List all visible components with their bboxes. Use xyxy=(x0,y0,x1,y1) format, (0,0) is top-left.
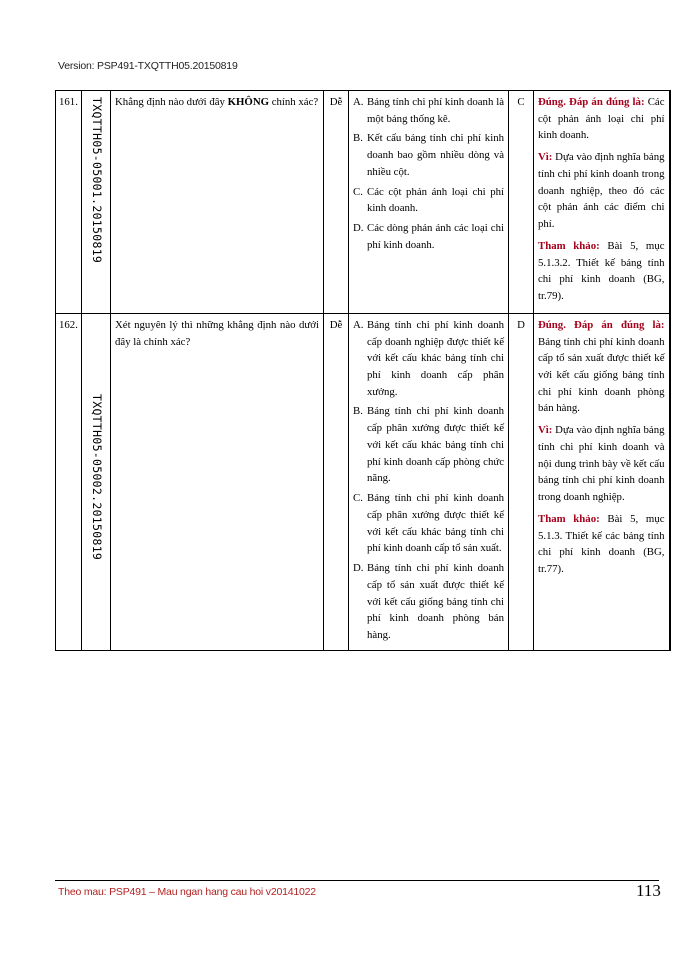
difficulty-level: Dễ xyxy=(324,91,349,314)
options-cell xyxy=(349,91,509,314)
option-a: A. Bảng tính chi phí kinh doanh cấp doanh nghiệp được thiết kế với kết cấu khác bảng tính chi phí kinh doanh cấp phân xưởng. xyxy=(353,318,504,398)
reference: Tham khảo: Bài 5, mục 5.1.3. Thiết kế các bảng tính chi phí kinh doanh (BG, tr.77). xyxy=(538,512,665,576)
options-cell xyxy=(349,313,509,650)
page-number: 113 xyxy=(636,881,661,900)
question-code: TXQTTH05-05001.20150819 xyxy=(89,97,104,264)
question-number: 161. xyxy=(56,91,82,314)
option-a: A. Bảng tính chi phí kinh doanh là một bảng thống kê. xyxy=(353,96,504,125)
option-b: B. Kết cấu bảng tính chi phí kinh doanh bao gồm nhiều dòng và nhiều cột. xyxy=(353,132,504,178)
question-number: 162. xyxy=(56,313,82,650)
question-text: Khẳng định nào dưới đây KHÔNG chính xác? xyxy=(111,91,324,314)
answer-key: C xyxy=(509,91,534,314)
reference: Tham khảo: Bài 5, mục 5.1.3.2. Thiết kế bảng tính chi phí kinh doanh (BG, tr.79). xyxy=(538,239,665,303)
question-code-cell xyxy=(82,313,111,650)
question-row xyxy=(56,91,670,314)
question-code: TXQTTH05-05002.20150819 xyxy=(89,393,104,560)
correct-answer: Đúng. Đáp án đúng là: Bảng tính chi phí kinh doanh cấp tổ sản xuất được thiết kế với kết cấu giống bảng tính chi phí kinh doanh phòng bán hàng. xyxy=(538,318,665,415)
explanation-cell xyxy=(534,313,670,650)
option-b: B. Bảng tính chi phí kinh doanh cấp phân xưởng được thiết kế với kết cấu khác bảng tính chi phí kinh doanh cấp phòng chức năng. xyxy=(353,405,504,485)
footer-template: Theo mau: PSP491 – Mau ngan hang cau hoi v20141022 xyxy=(58,886,316,898)
reason: Vì: Dựa vào định nghĩa bảng tính chi phí kinh doanh và nội dung trình bày về kết cấu bảng tính chi phí kinh doanh trong doanh nghiệp. xyxy=(538,424,665,504)
question-text: Xét nguyên lý thì những khẳng định nào dưới đây là chính xác? xyxy=(111,313,324,650)
reason: Vì: Dựa vào định nghĩa bảng tính chi phí kinh doanh trong doanh nghiệp, theo đó các cột phản ánh các điểm chi phí. xyxy=(538,151,665,231)
answer-key: D xyxy=(509,313,534,650)
explanation-cell xyxy=(534,91,670,314)
emphasis: KHÔNG xyxy=(227,96,270,108)
option-c: C. Các cột phản ánh loại chi phí kinh doanh. xyxy=(353,185,504,215)
option-d: D. Các dòng phản ánh các loại chi phí kinh doanh. xyxy=(353,222,504,251)
footer-divider xyxy=(55,880,659,881)
option-d: D. Bảng tính chi phí kinh doanh cấp tổ sản xuất được thiết kế với kết cấu giống bảng tính chi phí kinh doanh phòng bán hàng. xyxy=(353,562,504,642)
correct-answer: Đúng. Đáp án đúng là: Các cột phản ánh loại chi phí kinh doanh. xyxy=(538,96,665,142)
question-table xyxy=(55,90,671,651)
question-row xyxy=(56,313,670,650)
question-code-cell xyxy=(82,91,111,314)
difficulty-level: Dễ xyxy=(324,313,349,650)
option-c: C. Bảng tính chi phí kinh doanh cấp phân xưởng được thiết kế với kết cấu khác bảng tính chi phí kinh doanh cấp tổ sản xuất. xyxy=(353,492,504,555)
version-label: Version: PSP491-TXQTTH05.20150819 xyxy=(58,60,238,72)
